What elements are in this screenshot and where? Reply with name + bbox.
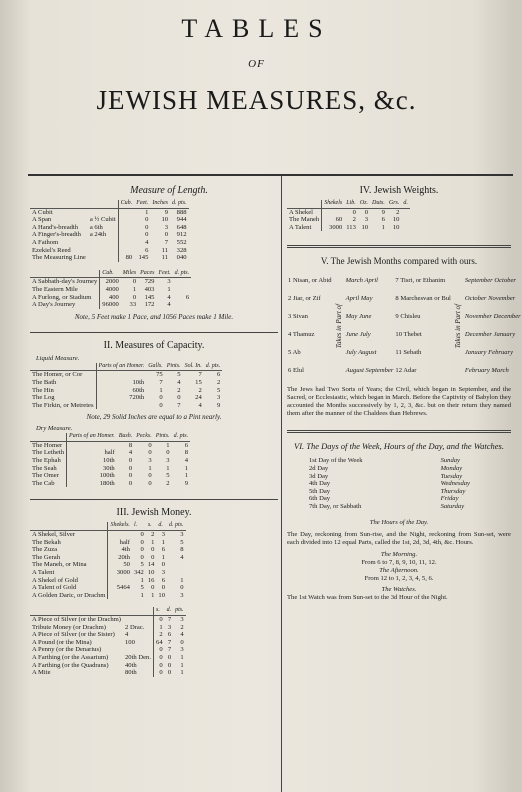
morning-title: The Morning. (380, 550, 418, 558)
money2-header-row: s. d. pts. (30, 607, 186, 615)
table-row: The Homer, or Cor 75 5 7 6 (32, 371, 221, 379)
top-rule (28, 174, 513, 176)
liquid-header-row: Parts of an Homer. Galls. Pints. Sol. In. d. pts. (30, 363, 222, 371)
watches-text: The 1st Watch was from Sun-set to the 3d Hour of the Night. (287, 593, 448, 601)
table-row: The Cab 180th 0 0 2 9 (32, 479, 189, 487)
distance-header-row: Cub. Miles Paces Feet. d. pts. (30, 270, 191, 278)
table-row: A Shekel, Silver 0 2 3 3 (32, 531, 184, 539)
weights-title: IV. Jewish Weights. (359, 185, 439, 196)
table-row: A Sabbath-day's Journey 2000 0 729 3 (32, 278, 171, 286)
table-row: The Gerah 20th 0 0 1 4 (32, 553, 184, 561)
months-title: V. The Jewish Months compared with ours. (320, 256, 478, 267)
length-hdr-feet: Feet. (134, 200, 150, 208)
table-row: 7th Day, or Sabbath Saturday (309, 502, 465, 510)
money-title: III. Jewish Money. (116, 507, 192, 519)
capacity-note: Note, 29 Solid Inches are equal to a Pint nearly. (86, 413, 222, 422)
length-title: Measure of Length. (130, 185, 208, 196)
divider (30, 332, 278, 333)
capacity-title: II. Measures of Capacity. (103, 339, 205, 351)
table-row: 3 Sivan May June 9 Chisleu November December (288, 313, 521, 321)
table-row: The Ephah 10th 0 3 3 4 (32, 457, 189, 465)
table-row: A Farthing (or the Assarium) 20th Den. 0 0 1 (32, 653, 184, 661)
table-row: The Firkin, or Metretes 0 7 4 9 (32, 401, 221, 409)
watches-title: The Watches. (381, 585, 417, 593)
table-row: 5 Ab July August 11 Sebath January February (288, 349, 514, 357)
table-row: The Letheth half 4 0 0 8 (32, 449, 189, 457)
table-row: A Pound (or the Mina) 100 64 7 0 (32, 638, 184, 646)
table-row: Tribute Money (or Drachm) 2 Drac. 1 3 2 (32, 623, 184, 631)
table-row: The Zuza 4th 0 0 6 8 (32, 546, 184, 554)
table-row: A Span a ½ Cubit 0 10 944 (32, 216, 187, 224)
table-row: 3d Day Tuesday (309, 472, 463, 480)
table-row: A Finger's-breadth a 24th 0 0 912 (32, 231, 187, 239)
divider (30, 499, 278, 500)
dry-title: Dry Measure. (36, 425, 73, 433)
divider (287, 430, 511, 433)
table-row: 4 Thamuz June July 10 Thebet December January (288, 331, 516, 339)
days-table (307, 457, 472, 510)
table-row: A Golden Daric, or Drachm 1 1 10 3 (32, 591, 184, 599)
table-row: The Measuring Line 80 145 11 040 (32, 254, 187, 262)
table-row: Ezekiel's Reed 6 11 328 (32, 246, 187, 254)
table-row: The Maneh, or Mina 50 5 14 0 (32, 561, 166, 569)
days-title: VI. The Days of the Week, Hours of the Day, and the Watches. (294, 441, 504, 452)
column-divider (281, 176, 282, 792)
afternoon-title: The Afternoon. (379, 566, 419, 574)
right-column (287, 185, 521, 602)
table-row: 2d Day Monday (309, 464, 463, 472)
liquid-title: Liquid Measure. (36, 354, 80, 362)
table-row: The Homer 8 0 1 6 (32, 441, 189, 449)
table-row: A Talent of Gold 5464 5 0 0 0 (32, 584, 184, 592)
table-row: A Talent 3000 113 10 1 10 (289, 223, 400, 231)
left-column (30, 186, 278, 677)
liquid-table (30, 363, 222, 410)
length-hdr-cub: Cub. (118, 200, 134, 208)
dry-table (30, 433, 190, 487)
months-table (287, 272, 522, 380)
table-row: The Bath 10th 7 4 15 2 (32, 378, 221, 386)
table-row: A Fathom 4 7 552 (32, 238, 187, 246)
table-row: 5th Day Thursday (309, 487, 466, 495)
weights-table (287, 200, 410, 231)
table-row: 2 Jiar, or Zif April May 8 Marchesvan or Bul October November (288, 295, 516, 303)
table-row: 6 Elul August September 12 Adar February March (288, 367, 509, 375)
length-hdr-dpts: d. pts. (170, 200, 189, 208)
dry-header-row: Parts of an Homer. Bush. Pecks. Pints. d. pts. (30, 433, 190, 441)
table-row: 4th Day Wednesday (309, 480, 470, 488)
table-row: The Seah 30th 0 1 1 1 (32, 464, 189, 472)
table-row: A Cubit 1 9 888 (32, 208, 187, 216)
money-table-2 (30, 607, 186, 676)
afternoon-text: From 12 to 1, 2, 3, 4, 5, 6. (364, 574, 434, 582)
table-row: A Furlong, or Stadium 400 0 145 4 6 (32, 293, 190, 301)
money-header-row: Shekels. l. s. d. d. pts. (30, 522, 186, 530)
side-label-right: Takes in Part of (453, 304, 462, 349)
money-table (30, 522, 186, 599)
side-label-left: Takes in Part of (334, 304, 343, 349)
table-row: 6th Day Friday (309, 495, 459, 503)
morning-text: From 6 to 7, 8, 9, 10, 11, 12. (361, 558, 437, 566)
table-row: A Piece of Silver (or the Sister) 4 2 6 4 (32, 631, 184, 639)
title-of: OF (248, 58, 265, 70)
table-row: A Shekel of Gold 1 16 6 1 (32, 576, 184, 584)
distance-table (30, 270, 191, 309)
table-row: The Maneh 60 2 3 6 10 (289, 216, 400, 224)
table-row: The Omer 100th 0 0 5 1 (32, 472, 189, 480)
table-row: A Mite 80th 0 0 1 (32, 669, 184, 677)
table-row: 1 Nisan, or Abid Takes in Part of March April 7 Tisri, or Ethanim Takes in Part of September October (288, 277, 516, 349)
months-text: The Jews had Two Sorts of Years; the Civil, which began in September, and the Sacred, or Ecclesiastic, which began in March. Before the Captivity of Babylon they accounted the Months successively by 1, 2, 3, &c. but on their return they named them after the manner of the Chaldees than Hebrews. (287, 386, 511, 418)
length-hdr-inches: Inches (150, 200, 170, 208)
table-row: The Bekah half 0 1 1 5 (32, 538, 184, 546)
weights-header-row: Shekels Lib. Oz. Duts. Grs. d. (287, 200, 410, 208)
table-row: A Piece of Silver (or the Drachm) 0 7 3 (32, 615, 184, 623)
length-header-row (30, 200, 189, 208)
table-row: A Penny (or the Denarius) 0 7 3 (32, 646, 184, 654)
table-row: A Day's Journey 96000 33 172 4 (32, 301, 171, 309)
hours-text: The Day, reckoning from Sun-rise, and the Night, reckoning from Sun-set, were each divided into 12 equal Parts, called the 1st, 2d, 3d, 4th, &c. Hours. (287, 530, 511, 546)
table-row: A Talent 3000 342 10 3 (32, 569, 166, 576)
table-row: A Farthing (or the Quadrans) 40th 0 0 1 (32, 661, 184, 669)
page-subtitle: JEWISH MEASURES, &c. (96, 85, 417, 115)
length-table (30, 200, 189, 262)
table-row: A Shekel 0 0 9 2 (289, 208, 400, 216)
hours-title: The Hours of the Day. (369, 518, 429, 526)
table-row: 1st Day of the Week Sunday (309, 457, 460, 465)
table-row: A Hand's-breadth a 6th 0 3 648 (32, 223, 187, 231)
table-row: The Eastern Mile 4000 1 403 1 (32, 285, 171, 293)
table-row: The Log 720th 0 0 24 3 (32, 394, 221, 402)
length-note: Note, 5 Feet make 1 Pace, and 1056 Paces make 1 Mile. (74, 312, 234, 321)
divider (287, 245, 511, 248)
table-row: The Hin 60th 1 2 2 5 (32, 386, 221, 394)
page-title: TABLES (181, 14, 332, 43)
